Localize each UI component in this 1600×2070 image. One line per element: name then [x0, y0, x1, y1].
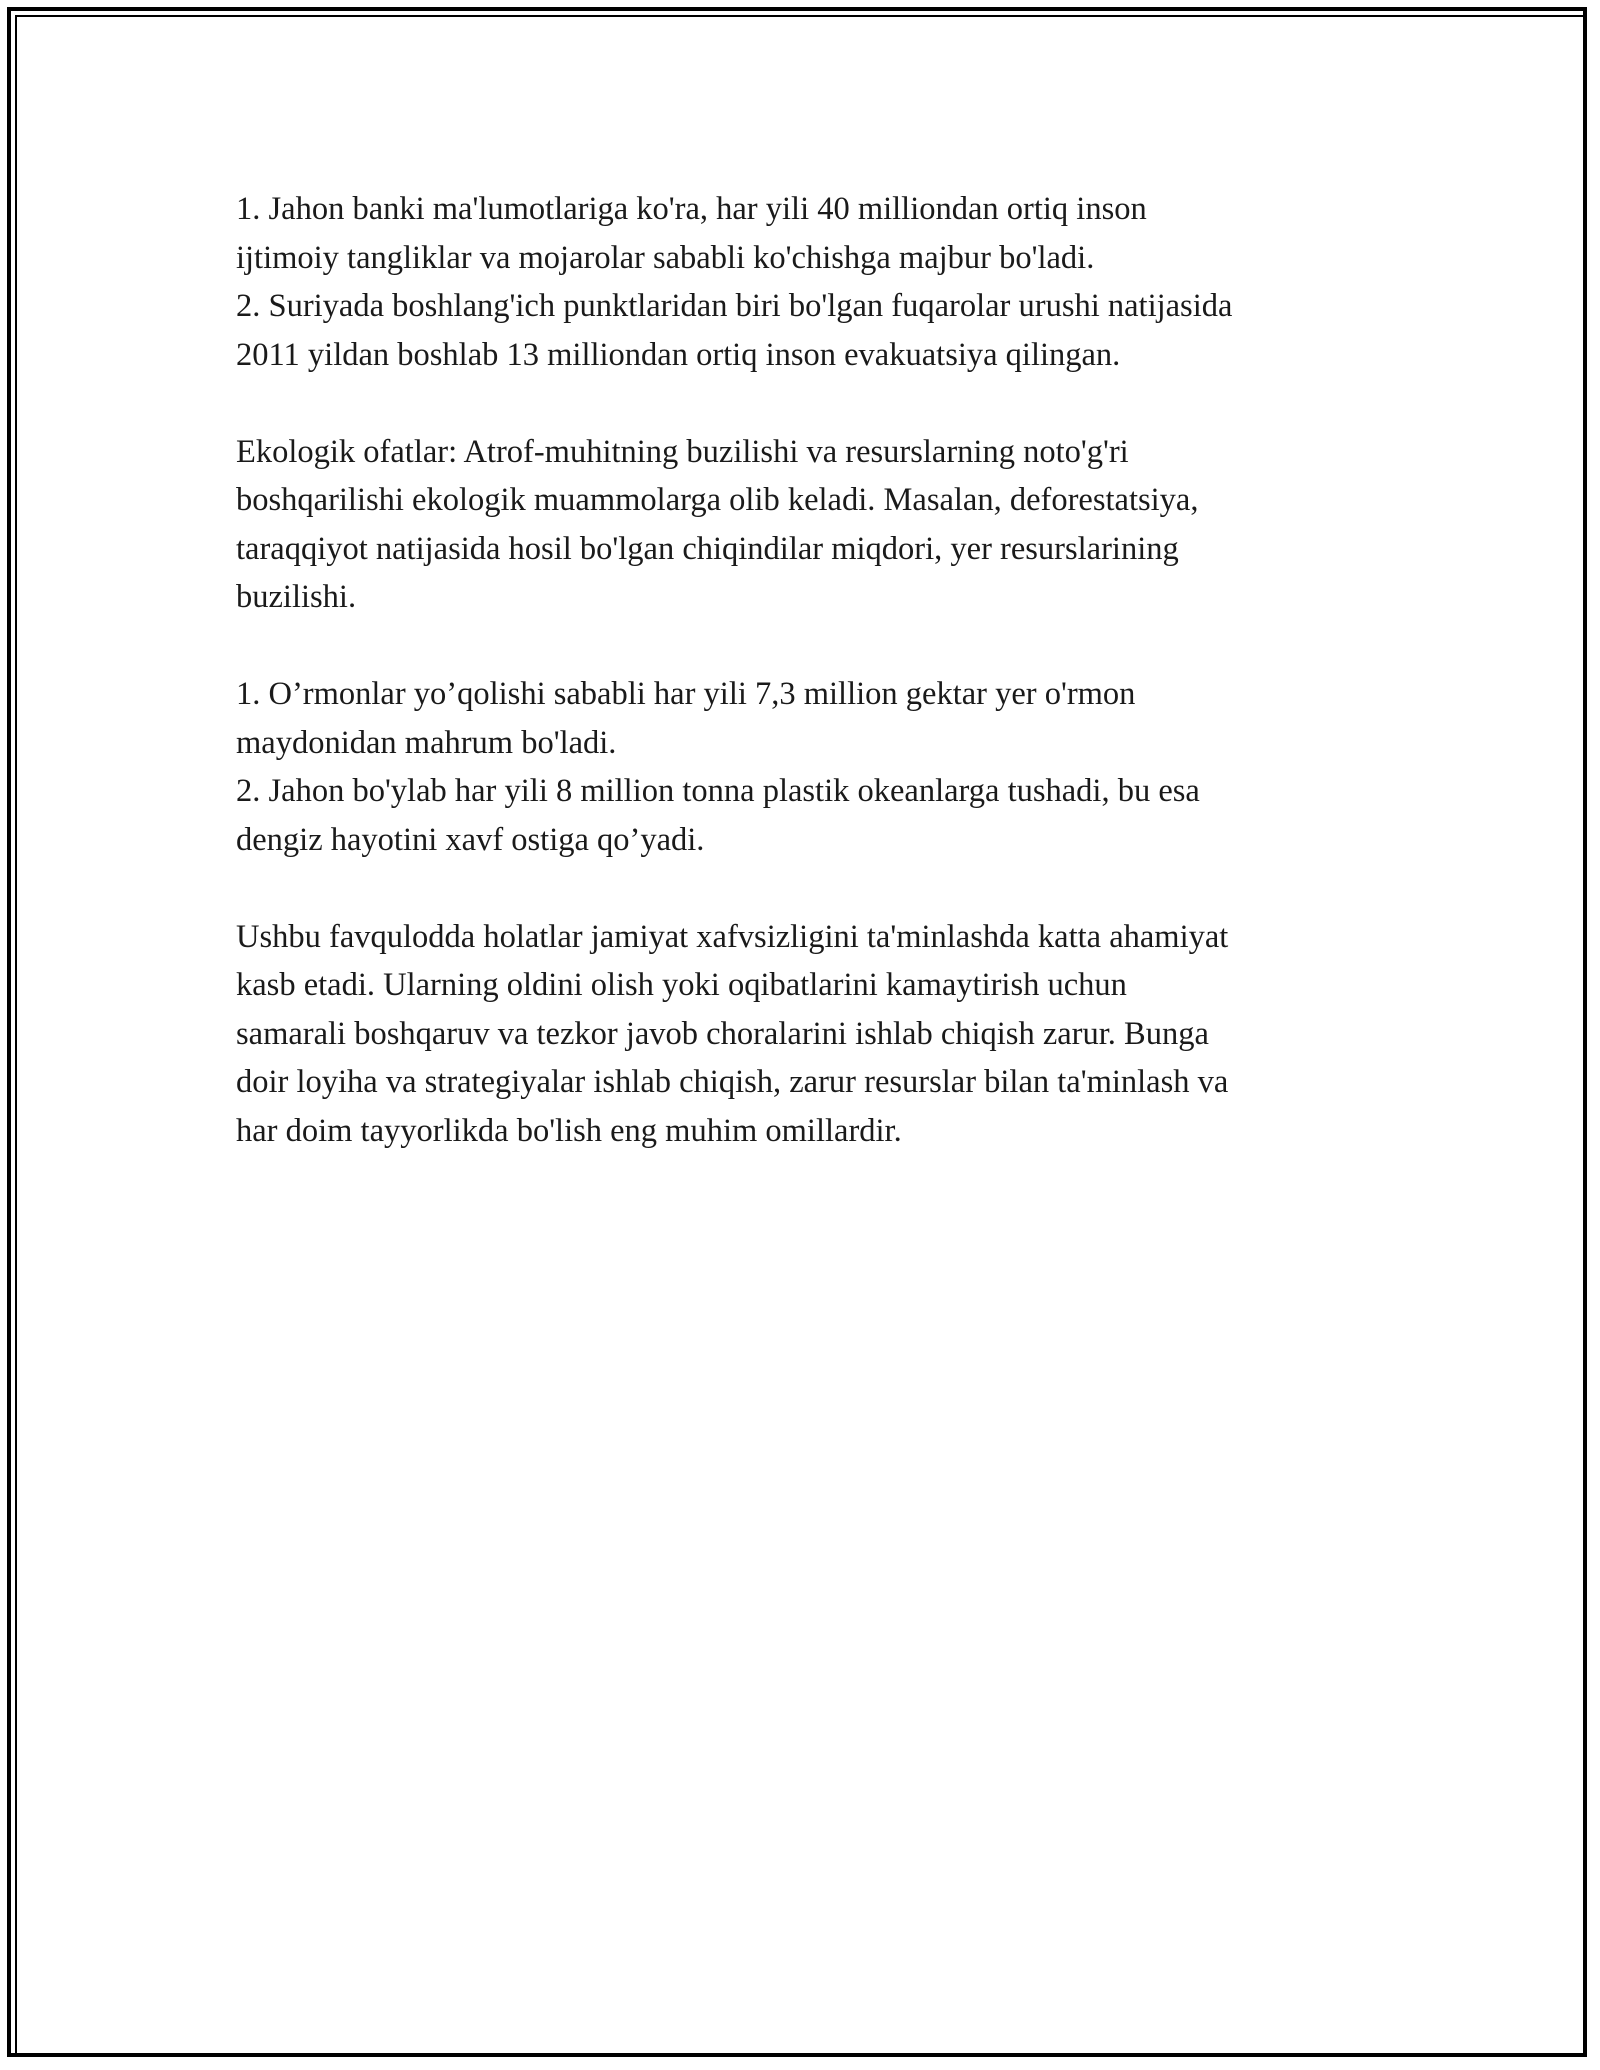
text-line: Ekologik ofatlar: Atrof-muhitning buzilishi va resurslarning noto'g'ri: [236, 433, 1129, 470]
text-line: Ushbu favqulodda holatlar jamiyat xafvsizligini ta'minlashda katta ahamiyat: [236, 918, 1229, 955]
text-line: doir loyiha va strategiyalar ishlab chiqish, zarur resurslar bilan ta'minlash va: [236, 1064, 1229, 1100]
text-line: 2. Jahon bo'ylab har yili 8 million tonna plastik okeanlarga tushadi, bu esa: [236, 773, 1200, 809]
document-body: [236, 185, 1366, 1155]
text-line: 2011 yildan boshlab 13 milliondan ortiq inson evakuatsiya qilingan.: [236, 336, 1121, 373]
text-line: 2. Suriyada boshlang'ich punktlaridan biri bo'lgan fuqarolar urushi natijasida: [236, 288, 1233, 324]
text-line: 1. Jahon banki ma'lumotlariga ko'ra, har yili 40 milliondan ortiq inson: [236, 191, 1147, 227]
text-line: boshqarilishi ekologik muammolarga olib keladi. Masalan, deforestatsiya,: [236, 482, 1199, 518]
paragraph-spacer: [236, 622, 1366, 671]
text-line: maydonidan mahrum bo'ladi.: [236, 724, 617, 761]
text-line: buzilishi.: [236, 579, 357, 615]
paragraph-spacer: [236, 379, 1366, 428]
paragraph-spacer: [236, 864, 1366, 913]
paragraph-ecological-stats: [236, 670, 1366, 864]
paragraph-migration-stats: [236, 185, 1366, 379]
text-line: dengiz hayotini xavf ostiga qo’yadi.: [236, 821, 705, 858]
paragraph-ecological-disasters: [236, 428, 1366, 622]
text-line: taraqqiyot natijasida hosil bo'lgan chiqindilar miqdori, yer resurslarining: [236, 530, 1179, 567]
text-line: samarali boshqaruv va tezkor javob choralarini ishlab chiqish zarur. Bunga: [236, 1015, 1209, 1052]
text-line: kasb etadi. Ularning oldini olish yoki oqibatlarini kamaytirish uchun: [236, 967, 1127, 1003]
text-line: 1. O’rmonlar yo’qolishi sababli har yili 7,3 million gektar yer o'rmon: [236, 676, 1136, 712]
paragraph-conclusion: [236, 913, 1366, 1156]
text-line: ijtimoiy tangliklar va mojarolar sababli ko'chishga majbur bo'ladi.: [236, 239, 1095, 276]
text-line: har doim tayyorlikda bo'lish eng muhim omillardir.: [236, 1112, 902, 1149]
